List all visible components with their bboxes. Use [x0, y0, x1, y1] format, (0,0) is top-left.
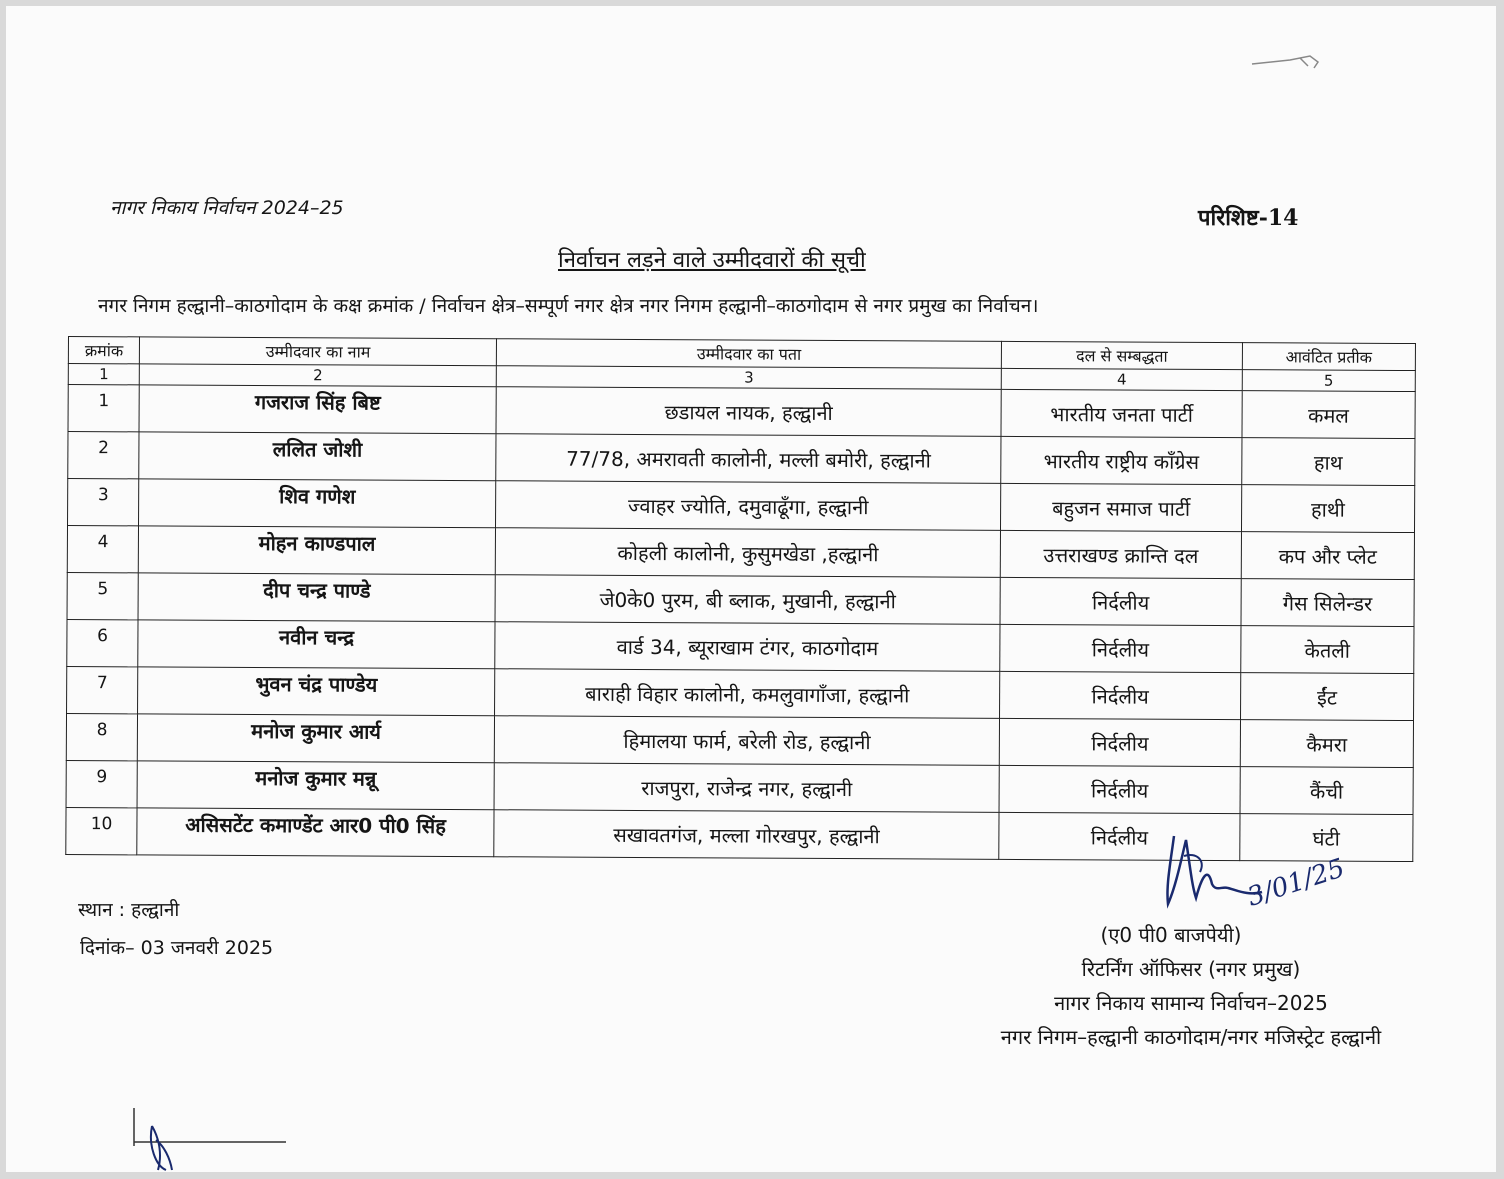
cell-address: जे0के0 पुरम, बी ब्लाक, मुखानी, हल्द्वानी — [495, 575, 1001, 625]
cell-address: बाराही विहार कालोनी, कमलुवागाँजा, हल्द्वानी — [494, 669, 1000, 719]
cell-party: भारतीय राष्ट्रीय काँग्रेस — [1001, 436, 1242, 484]
column-number: 1 — [68, 364, 139, 385]
cell-symbol: कमल — [1242, 391, 1415, 439]
cell-party: निर्दलीय — [1000, 718, 1241, 766]
cell-name: गजराज सिंह बिष्ट — [139, 385, 496, 434]
cell-party: निर्दलीय — [1000, 624, 1241, 672]
cell-name: मनोज कुमार आर्य — [138, 714, 495, 763]
table-row — [66, 760, 1413, 814]
cell-name: शिव गणेश — [139, 479, 496, 528]
cell-party: निर्दलीय — [1000, 671, 1241, 719]
cell-address: हिमालया फार्म, बरेली रोड, हल्द्वानी — [494, 716, 1000, 766]
cell-sno: 3 — [68, 479, 140, 526]
header-sno: क्रमांक — [68, 337, 139, 364]
header-party: दल से सम्बद्धता — [1002, 341, 1243, 369]
column-number: 4 — [1002, 368, 1243, 390]
cell-symbol: कप और प्लेट — [1241, 532, 1414, 580]
cell-sno: 10 — [66, 807, 138, 854]
cell-party: निर्दलीय — [1000, 577, 1241, 625]
election-year: नागर निकाय निर्वाचन 2024–25 — [110, 197, 344, 219]
column-number: 3 — [496, 366, 1001, 390]
column-number: 2 — [140, 364, 497, 387]
cell-sno: 4 — [67, 526, 139, 573]
cell-symbol: केतली — [1241, 626, 1414, 674]
header-address: उम्मीदवार का पता — [496, 339, 1002, 369]
cell-party: निर्दलीय — [999, 765, 1240, 813]
cell-name: मोहन काण्डपाल — [139, 526, 496, 575]
table-row — [66, 713, 1413, 767]
officer-office: नगर निगम–हल्द्वानी काठगोदाम/नगर मजिस्ट्रेट हल्द्वानी — [1000, 1025, 1382, 1049]
cell-symbol: गैस सिलेन्डर — [1241, 579, 1414, 627]
document-title: निर्वाचन लड़ने वाले उम्मीदवारों की सूची — [558, 248, 866, 273]
cell-name: असिसटेंट कमाण्डेंट आर0 पी0 सिंह — [137, 808, 494, 857]
cell-address: छडायल नायक, हल्द्वानी — [496, 387, 1002, 437]
officer-election: नागर निकाय सामान्य निर्वाचन–2025 — [1054, 991, 1328, 1015]
officer-title: रिटर्निंग ऑफिसर (नगर प्रमुख) — [1081, 957, 1301, 981]
cell-address: राजपुरा, राजेन्द्र नगर, हल्द्वानी — [494, 763, 1000, 813]
cell-sno: 8 — [66, 713, 138, 760]
cell-symbol: हाथी — [1241, 485, 1414, 533]
header-symbol: आवंटित प्रतीक — [1242, 343, 1415, 371]
document-subtitle: नगर निगम हल्द्वानी–काठगोदाम के कक्ष क्रमांक / निर्वाचन क्षेत्र–सम्पूर्ण नगर क्षेत्र नगर निगम हल्द्वानी–काठगोदाम से नगर प्रमुख का निर्वाचन। — [98, 295, 1039, 317]
cell-address: कोहली कालोनी, कुसुमखेडा ,हल्द्वानी — [495, 528, 1001, 578]
cell-sno: 9 — [66, 760, 138, 807]
officer-name: (ए0 पी0 बाजपेयी) — [1100, 923, 1242, 947]
column-number: 5 — [1242, 370, 1415, 392]
cell-party: बहुजन समाज पार्टी — [1001, 483, 1242, 531]
table-row — [67, 572, 1414, 626]
bottom-signature-mark — [126, 1106, 296, 1172]
appendix-label: परिशिष्ट-14 — [1198, 205, 1299, 231]
cell-sno: 7 — [67, 666, 139, 713]
officer-signature-block — [906, 918, 1476, 1054]
cell-address: सखावतगंज, मल्ला गोरखपुर, हल्द्वानी — [494, 810, 1000, 860]
header-name: उम्मीदवार का नाम — [140, 337, 497, 366]
cell-symbol: ईंट — [1240, 673, 1413, 721]
cell-name: भुवन चंद्र पाण्डेय — [138, 667, 495, 716]
table-row — [68, 432, 1415, 486]
table-row — [68, 385, 1415, 439]
signature-date: 3/01/25 — [1243, 853, 1349, 913]
cell-symbol: घंटी — [1240, 814, 1413, 862]
cell-name: ललित जोशी — [139, 432, 496, 481]
date-label: दिनांक– 03 जनवरी 2025 — [80, 937, 274, 959]
document-page — [6, 6, 1496, 1172]
cell-sno: 6 — [67, 619, 139, 666]
cell-symbol: हाथ — [1241, 438, 1414, 486]
candidates-table — [65, 336, 1416, 862]
cell-name: मनोज कुमार मन्नू — [137, 761, 494, 810]
cell-sno: 1 — [68, 385, 140, 432]
table-row — [68, 479, 1415, 533]
table-row — [67, 526, 1414, 580]
cell-address: ज्वाहर ज्योति, दमुवाढूँगा, हल्द्वानी — [495, 481, 1001, 531]
table-row — [67, 666, 1414, 720]
cell-name: दीप चन्द्र पाण्डे — [138, 573, 495, 622]
cell-name: नवीन चन्द्र — [138, 620, 495, 669]
cell-party: उत्तराखण्ड क्रान्ति दल — [1001, 530, 1242, 578]
cell-address: 77/78, अमरावती कालोनी, मल्ली बमोरी, हल्द्वानी — [496, 434, 1002, 484]
corner-scribble — [1250, 50, 1330, 74]
cell-symbol: कैमरा — [1240, 720, 1413, 768]
cell-party: निर्दलीय — [999, 812, 1240, 860]
cell-address: वार्ड 34, ब्यूराखाम टंगर, काठगोदाम — [495, 622, 1001, 672]
table-row — [67, 619, 1414, 673]
place-label: स्थान : हल्द्वानी — [78, 899, 180, 921]
cell-sno: 2 — [68, 432, 140, 479]
cell-symbol: कैंची — [1240, 767, 1413, 815]
cell-sno: 5 — [67, 572, 139, 619]
cell-party: भारतीय जनता पार्टी — [1001, 389, 1242, 437]
